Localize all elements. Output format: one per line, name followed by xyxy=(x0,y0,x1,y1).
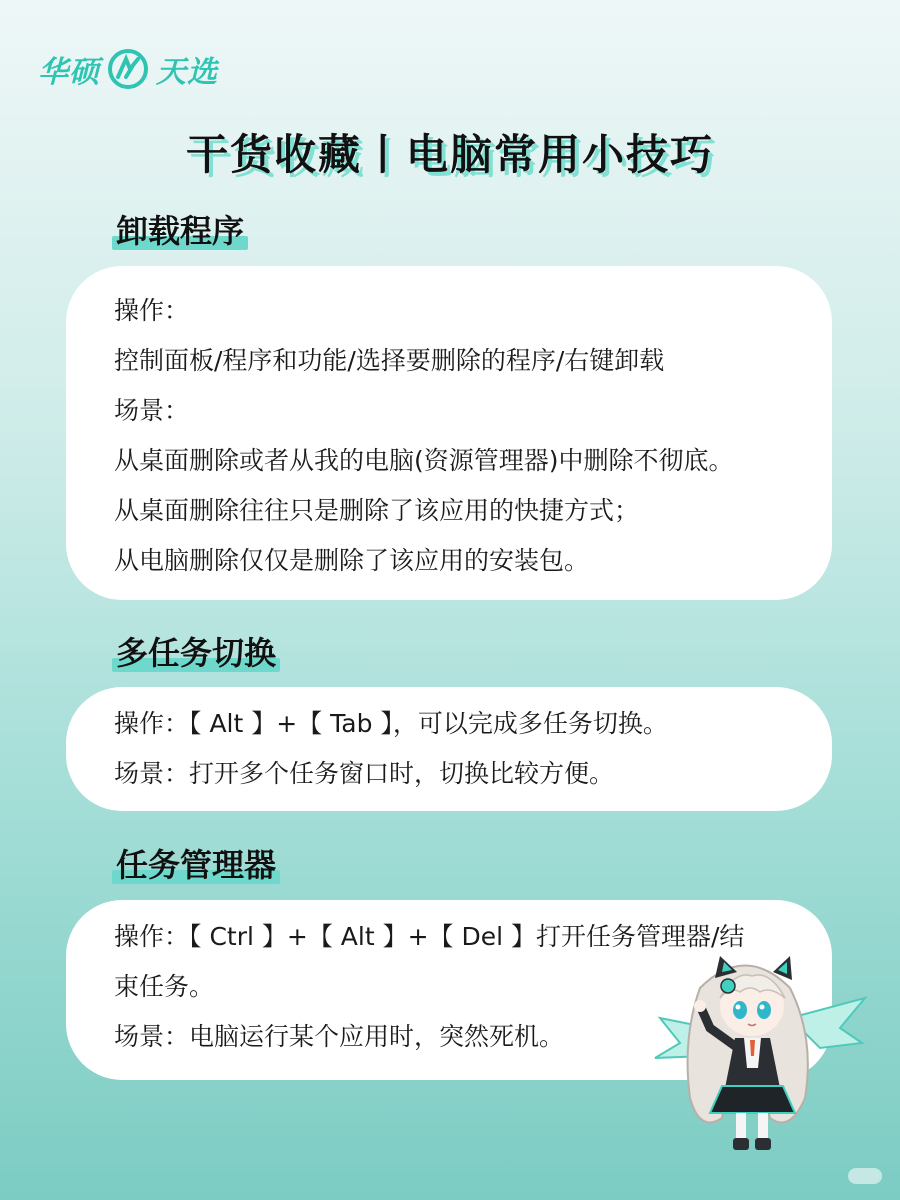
card-line: 操作：【 Alt 】+【 Tab 】，可以完成多任务切换。 xyxy=(114,709,668,738)
card-line: 控制面板/程序和功能/选择要删除的程序/右键卸载 xyxy=(114,346,665,375)
card-line: 从桌面删除或者从我的电脑(资源管理器)中删除不彻底。 xyxy=(114,446,734,475)
section-title-text: 任务管理器 xyxy=(116,846,277,884)
logo-text-right: 天选 xyxy=(156,55,218,90)
card-line: 操作：【 Ctrl 】+【 Alt 】+【 Del 】打开任务管理器/结 xyxy=(114,922,745,951)
card-line: 场景：电脑运行某个应用时，突然死机。 xyxy=(114,1022,565,1051)
watermark-badge xyxy=(848,1168,882,1184)
section-title-text: 卸载程序 xyxy=(116,212,245,250)
card-uninstall xyxy=(66,266,832,600)
mascot-character-illustration xyxy=(640,948,870,1158)
brand-logo xyxy=(38,44,218,94)
card-line: 从电脑删除仅仅是删除了该应用的安装包。 xyxy=(114,546,590,575)
card-line: 场景： xyxy=(114,396,190,425)
section-title-task-manager xyxy=(112,840,280,886)
section-title-uninstall xyxy=(112,206,248,252)
card-line: 束任务。 xyxy=(114,972,215,1001)
asus-tuf-circle-icon xyxy=(106,47,150,91)
logo-text-left: 华硕 xyxy=(38,55,100,90)
card-multitask xyxy=(66,687,832,811)
card-line: 从桌面删除往往只是删除了该应用的快捷方式； xyxy=(114,496,640,525)
page-title: 干货收藏丨电脑常用小技巧 xyxy=(185,130,714,179)
section-title-text: 多任务切换 xyxy=(116,634,277,672)
card-line: 操作： xyxy=(114,296,190,325)
card-line: 场景：打开多个任务窗口时，切换比较方便。 xyxy=(114,759,615,788)
section-title-multitask xyxy=(112,628,280,674)
